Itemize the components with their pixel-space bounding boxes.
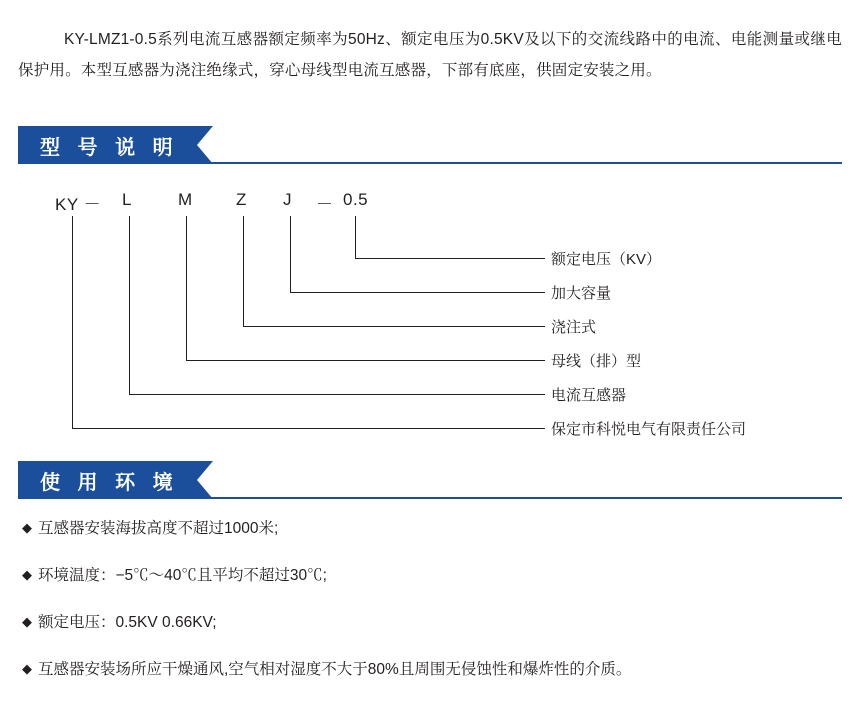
leader-line-capacity-horizontal — [290, 292, 545, 293]
list-item — [22, 659, 842, 681]
leader-line-ct-horizontal — [129, 394, 545, 395]
leader-line-voltage-horizontal — [355, 258, 545, 259]
diamond-bullet-icon: ◆ — [22, 520, 32, 535]
section-rule-environment — [18, 497, 842, 499]
section-banner-model-label: 型 号 说 明 — [18, 126, 197, 164]
list-item-text: 互感器安装海拔高度不超过1000米; — [38, 520, 279, 537]
code-char-j: J — [283, 190, 292, 209]
list-item-text: 环境温度：−5℃～40℃且平均不超过30℃; — [38, 567, 327, 584]
diamond-bullet-icon: ◆ — [22, 661, 32, 676]
code-char-l: L — [122, 190, 132, 209]
banner-arrow-icon-2 — [197, 461, 213, 499]
list-item — [22, 518, 842, 540]
leader-line-casting-vertical — [243, 216, 244, 326]
leader-line-voltage-vertical — [355, 216, 356, 258]
section-banner-environment-label: 使 用 环 境 — [18, 461, 197, 499]
list-item — [22, 565, 842, 587]
list-item-text: 额定电压：0.5KV 0.66KV; — [38, 614, 217, 631]
section-banner-environment — [18, 461, 213, 499]
code-char-05: 0.5 — [343, 190, 369, 209]
leader-line-capacity-vertical — [290, 216, 291, 292]
leader-line-company-horizontal — [72, 428, 545, 429]
list-item-text: 互感器安装场所应干燥通风,空气相对湿度不大于80%且周围无侵蚀性和爆炸性的介质。 — [38, 661, 632, 678]
leader-line-busbar-vertical — [186, 216, 187, 360]
leader-line-casting-horizontal — [243, 326, 545, 327]
desc-rated-voltage: 额定电压（KV） — [551, 251, 662, 268]
desc-current-transformer: 电流互感器 — [551, 387, 627, 404]
intro-paragraph — [18, 24, 842, 86]
diamond-bullet-icon: ◆ — [22, 614, 32, 629]
desc-busbar-type: 母线（排）型 — [551, 353, 642, 370]
code-char-dash: － — [316, 195, 334, 214]
desc-company: 保定市科悦电气有限责任公司 — [551, 421, 747, 438]
diamond-bullet-icon: ◆ — [22, 567, 32, 582]
desc-casting-type: 浇注式 — [551, 319, 597, 336]
section-rule-model — [18, 162, 842, 164]
banner-arrow-icon — [197, 126, 213, 164]
list-item — [22, 612, 842, 634]
model-code-diagram — [0, 180, 860, 440]
code-char-m: M — [178, 190, 193, 209]
environment-list — [22, 518, 842, 706]
leader-line-ct-vertical — [129, 216, 130, 394]
code-char-z: Z — [236, 190, 247, 209]
desc-capacity: 加大容量 — [551, 285, 612, 302]
leader-line-busbar-horizontal — [186, 360, 545, 361]
code-char-ky: KY － — [55, 195, 102, 214]
intro-text: KY-LMZ1-0.5系列电流互感器额定频率为50Hz、额定电压为0.5KV及以下的交流线路中的电流、电能测量或继电保护用。本型互感器为浇注绝缘式，穿心母线型电流互感器，下部有底座，供固定安装之用。 — [18, 31, 842, 79]
leader-line-company-vertical — [72, 216, 73, 428]
section-banner-model — [18, 126, 213, 164]
